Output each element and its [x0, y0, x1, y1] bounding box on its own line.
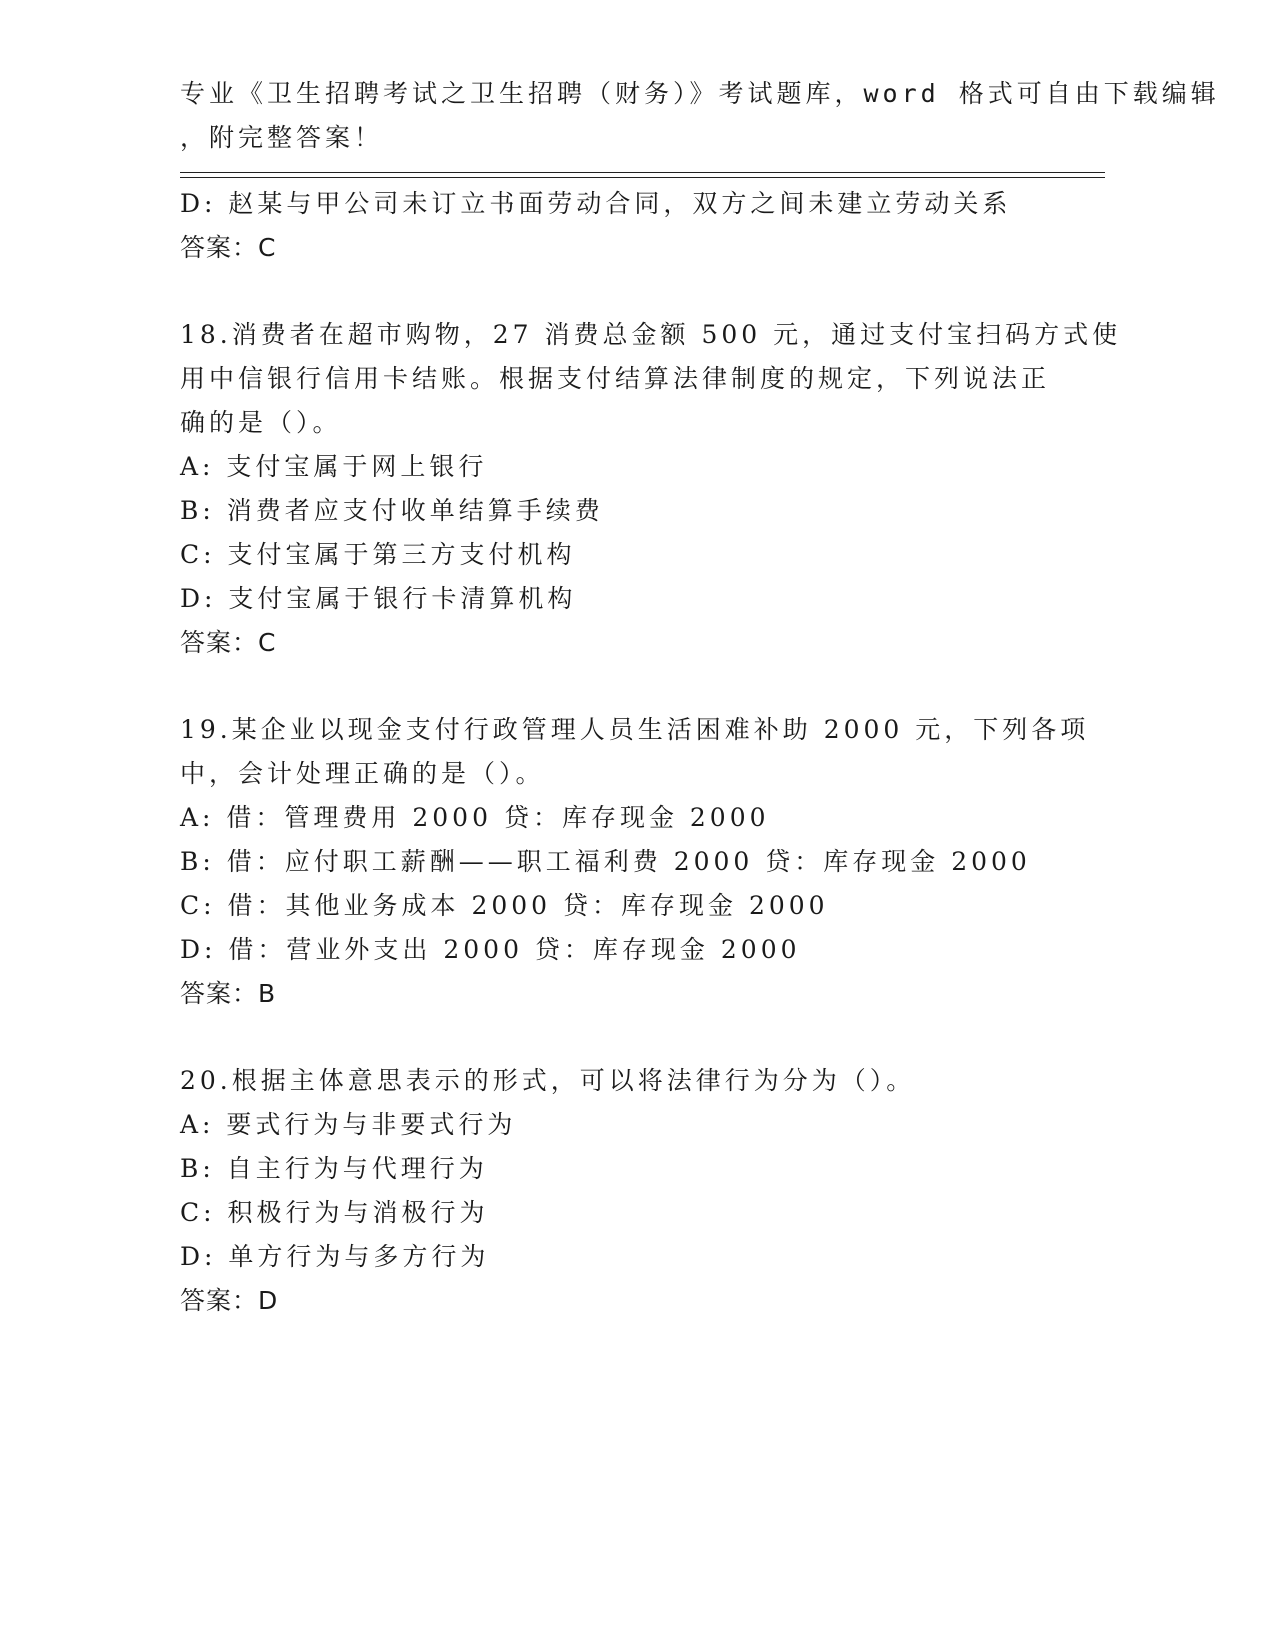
q18-stem-line: 用中信银行信用卡结账。根据支付结算法律制度的规定，下列说法正	[180, 364, 1051, 393]
q19-answer: 答案：B	[180, 979, 277, 1008]
question-17-tail	[180, 182, 1080, 270]
q20-option-d: D: 单方行为与多方行为	[180, 1242, 490, 1271]
spacer	[180, 1016, 1080, 1059]
q19-option-c: C: 借：其他业务成本 2000 贷：库存现金 2000	[180, 891, 829, 920]
question-18	[180, 313, 1122, 665]
q19-option-a: A: 借：管理费用 2000 贷：库存现金 2000	[180, 803, 770, 832]
q20-option-c: C: 积极行为与消极行为	[180, 1198, 489, 1227]
question-19	[180, 708, 1090, 1016]
spacer	[180, 665, 1080, 708]
q18-stem-line: 18.消费者在超市购物，27 消费总金额 500 元，通过支付宝扫码方式使	[180, 320, 1122, 349]
q19-option-b: B: 借：应付职工薪酬——职工福利费 2000 贷：库存现金 2000	[180, 847, 1031, 876]
q17-answer: 答案：C	[180, 233, 277, 262]
header-line-2: ，附完整答案！	[180, 123, 384, 152]
q20-stem-line: 20.根据主体意思表示的形式，可以将法律行为分为（）。	[180, 1066, 916, 1095]
header-divider-bottom	[180, 177, 1105, 178]
spacer	[180, 270, 1080, 313]
q20-option-b: B: 自主行为与代理行为	[180, 1154, 488, 1183]
q18-option-b: B: 消费者应支付收单结算手续费	[180, 496, 604, 525]
question-list	[180, 182, 1122, 1323]
q19-option-d: D: 借：营业外支出 2000 贷：库存现金 2000	[180, 935, 801, 964]
q19-stem-line: 19.某企业以现金支付行政管理人员生活困难补助 2000 元，下列各项	[180, 715, 1090, 744]
header-line-1: 专业《卫生招聘考试之卫生招聘（财务）》考试题库，word 格式可自由下载编辑	[180, 79, 1220, 108]
q20-option-a: A: 要式行为与非要式行为	[180, 1110, 517, 1139]
q17-option-d: D: 赵某与甲公司未订立书面劳动合同，双方之间未建立劳动关系	[180, 189, 1012, 218]
q18-stem-line: 确的是（）。	[180, 408, 342, 437]
header-divider-top	[180, 172, 1105, 173]
q19-stem-line: 中，会计处理正确的是（）。	[180, 759, 545, 788]
q18-option-a: A: 支付宝属于网上银行	[180, 452, 488, 481]
document-header	[180, 72, 1220, 160]
q20-answer: 答案：D	[180, 1286, 279, 1315]
q18-answer: 答案：C	[180, 628, 277, 657]
question-20	[180, 1059, 1080, 1323]
q18-option-d: D: 支付宝属于银行卡清算机构	[180, 584, 577, 613]
q18-option-c: C: 支付宝属于第三方支付机构	[180, 540, 576, 569]
